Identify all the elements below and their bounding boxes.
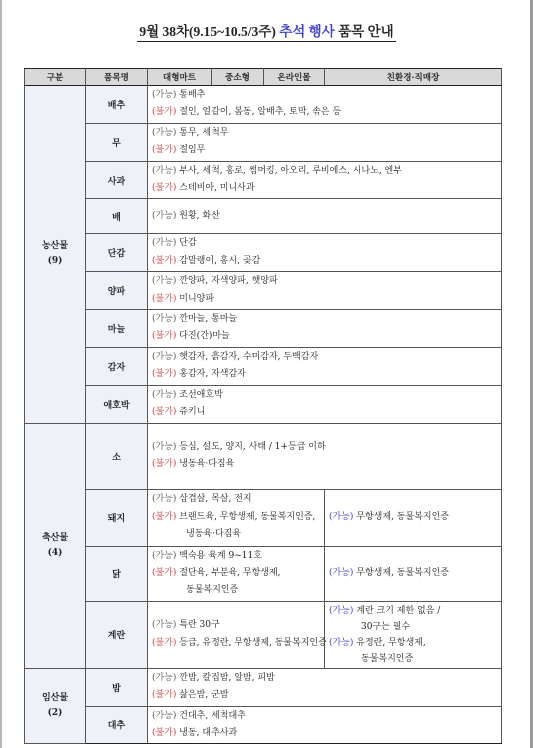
ok-text: 조선애호박 bbox=[179, 389, 223, 400]
item-name: 마늘 bbox=[86, 310, 148, 348]
right-ok-text-2-cont: 동물복지인증 bbox=[361, 653, 414, 664]
table-row bbox=[25, 123, 502, 161]
no-text: 미니양파 bbox=[179, 293, 215, 304]
item-desc bbox=[148, 601, 325, 668]
category-count: (2) bbox=[47, 708, 63, 719]
no-text: 감말랭이, 홍시, 곶감 bbox=[179, 255, 261, 266]
item-desc bbox=[148, 423, 502, 489]
table-row bbox=[25, 601, 502, 668]
table-row bbox=[25, 199, 502, 234]
table-header-row bbox=[25, 69, 502, 86]
no-label: (불가) bbox=[152, 727, 177, 738]
right-ok-text-cont: 30구는 필수 bbox=[361, 621, 411, 632]
ok-label: (가능) bbox=[329, 567, 354, 578]
ok-text: 깐양파, 자색양파, 햇양파 bbox=[179, 276, 278, 287]
category-cell bbox=[25, 86, 86, 424]
no-label: (불가) bbox=[152, 690, 177, 701]
title-highlight: 추석 행사 bbox=[279, 24, 335, 39]
table-row bbox=[25, 423, 502, 489]
no-text: 스테비아, 미니사과 bbox=[179, 183, 255, 194]
ok-label: (가능) bbox=[152, 90, 177, 100]
no-text: 절단육, 부분육, 무항생제, bbox=[179, 567, 281, 578]
ok-label: (가능) bbox=[329, 637, 354, 648]
right-ok-text: 계란 크기 제한 없음 / bbox=[356, 605, 441, 616]
ok-text: 통배추 bbox=[179, 90, 206, 100]
table-row bbox=[25, 546, 502, 601]
left-border bbox=[0, 0, 2, 748]
header-category: 구분 bbox=[25, 69, 86, 86]
no-text-cont: 냉동육·다짐육 bbox=[186, 529, 242, 540]
item-desc bbox=[148, 199, 502, 234]
header-online: 온라인몰 bbox=[264, 69, 325, 86]
ok-label: (가능) bbox=[152, 165, 177, 176]
ok-label: (가능) bbox=[152, 238, 177, 249]
item-table bbox=[24, 68, 502, 744]
category-count: (9) bbox=[47, 256, 63, 267]
ok-label: (가능) bbox=[152, 314, 177, 325]
ok-label: (가능) bbox=[152, 620, 177, 631]
no-text: 다진(간)마늘 bbox=[179, 331, 230, 342]
item-desc bbox=[148, 310, 502, 348]
right-ok-text: 무항생제, 동물복지인증 bbox=[356, 567, 449, 578]
category-count: (4) bbox=[47, 547, 63, 558]
item-name: 닭 bbox=[86, 546, 148, 601]
ok-text: 통무, 세척무 bbox=[179, 127, 229, 138]
title-suffix: 품목 안내 bbox=[338, 24, 394, 39]
no-label: (불가) bbox=[152, 255, 177, 266]
header-hypermarket: 대형마트 bbox=[148, 69, 212, 86]
no-label: (불가) bbox=[152, 567, 177, 578]
ok-text: 햇감자, 흙감자, 수미감자, 두백감자 bbox=[179, 351, 319, 362]
ok-label: (가능) bbox=[152, 550, 177, 561]
item-desc-right bbox=[325, 489, 502, 546]
category-name: 축산물 bbox=[41, 532, 69, 543]
ok-text: 삼겹살, 목살, 전지 bbox=[179, 494, 252, 505]
item-name: 무 bbox=[86, 123, 148, 161]
no-label: (불가) bbox=[152, 369, 177, 380]
ok-text: 단감 bbox=[179, 238, 197, 249]
no-text: 쥬키니 bbox=[179, 407, 206, 418]
ok-text: 등심, 설도, 양지, 사태 / 1+등급 이하 bbox=[179, 441, 326, 452]
item-desc bbox=[148, 234, 502, 272]
item-desc bbox=[148, 161, 502, 199]
no-text: 절인, 얼갈이, 봄동, 알배추, 토막, 솎은 등 bbox=[179, 107, 342, 118]
table-row bbox=[25, 161, 502, 199]
ok-label: (가능) bbox=[152, 389, 177, 400]
table-row bbox=[25, 272, 502, 310]
item-desc bbox=[148, 86, 502, 124]
no-text: 냉동, 대추사과 bbox=[179, 727, 238, 738]
category-cell bbox=[25, 423, 86, 668]
item-name: 계란 bbox=[86, 601, 148, 668]
right-ok-text-2: 유정란, 무항생제, bbox=[356, 637, 426, 648]
table-row bbox=[25, 310, 502, 348]
item-desc-right bbox=[325, 601, 502, 668]
item-name: 밤 bbox=[86, 668, 148, 706]
table-row bbox=[25, 234, 502, 272]
item-desc bbox=[148, 272, 502, 310]
item-name: 돼지 bbox=[86, 489, 148, 546]
category-name: 임산물 bbox=[41, 693, 69, 704]
header-small-medium: 중소형 bbox=[212, 69, 264, 86]
no-label: (불가) bbox=[152, 183, 177, 194]
item-name: 배 bbox=[86, 199, 148, 234]
no-label: (불가) bbox=[152, 407, 177, 418]
table-row bbox=[25, 86, 502, 124]
ok-label: (가능) bbox=[329, 605, 354, 616]
right-ok-text: 무항생제, 동물복지인증 bbox=[356, 511, 449, 522]
item-name: 대추 bbox=[86, 706, 148, 744]
ok-text: 건대추, 세척대추 bbox=[179, 710, 246, 721]
category-cell bbox=[25, 668, 86, 744]
ok-label: (가능) bbox=[152, 710, 177, 721]
ok-text: 깐마늘, 통마늘 bbox=[179, 314, 238, 325]
item-name: 배추 bbox=[86, 86, 148, 124]
ok-label: (가능) bbox=[152, 494, 177, 505]
no-text: 등급, 유정란, 무항생제, 동물복지인증 bbox=[179, 637, 327, 648]
table-row bbox=[25, 347, 502, 385]
no-label: (불가) bbox=[152, 293, 177, 304]
header-item: 품목명 bbox=[86, 69, 148, 86]
ok-label: (가능) bbox=[152, 210, 177, 221]
ok-text: 특란 30구 bbox=[179, 620, 220, 631]
ok-label: (가능) bbox=[152, 672, 177, 683]
table-row bbox=[25, 385, 502, 423]
no-text: 절임무 bbox=[179, 145, 206, 156]
table-row bbox=[25, 489, 502, 546]
no-label: (불가) bbox=[152, 107, 177, 118]
no-label: (불가) bbox=[152, 331, 177, 342]
item-desc bbox=[148, 546, 325, 601]
no-label: (불가) bbox=[152, 637, 177, 648]
ok-text: 원황, 화산 bbox=[179, 210, 220, 221]
item-name: 양파 bbox=[86, 272, 148, 310]
item-desc bbox=[148, 123, 502, 161]
item-desc bbox=[148, 706, 502, 744]
header-eco-direct: 친환경·직매장 bbox=[325, 69, 502, 86]
no-text-cont: 동물복지인증 bbox=[186, 585, 239, 596]
ok-label: (가능) bbox=[152, 351, 177, 362]
no-label: (불가) bbox=[152, 511, 177, 522]
item-desc bbox=[148, 489, 325, 546]
ok-text: 깐밤, 칼집밤, 알밤, 피밤 bbox=[179, 672, 275, 683]
ok-label: (가능) bbox=[152, 276, 177, 287]
item-name: 사과 bbox=[86, 161, 148, 199]
item-desc-right bbox=[325, 546, 502, 601]
page-title bbox=[0, 20, 533, 42]
item-desc bbox=[148, 347, 502, 385]
no-label: (불가) bbox=[152, 145, 177, 156]
no-label: (불가) bbox=[152, 459, 177, 469]
no-text: 홍감자, 자색감자 bbox=[179, 369, 246, 380]
table-row bbox=[25, 706, 502, 744]
ok-label: (가능) bbox=[152, 127, 177, 138]
ok-label: (가능) bbox=[329, 511, 354, 522]
table-row bbox=[25, 668, 502, 706]
item-name: 애호박 bbox=[86, 385, 148, 423]
no-text: 브랜드육, 무항생제, 동물복지인증, bbox=[179, 511, 316, 522]
no-text: 냉동육·다짐육 bbox=[179, 459, 235, 469]
title-prefix: 9월 38차(9.15~10.5/3주) bbox=[139, 24, 276, 39]
category-name: 농산물 bbox=[41, 241, 69, 252]
ok-text: 부사, 세척, 홍로, 썸머킹, 아오리, 루비에스, 시나노, 엔부 bbox=[179, 165, 402, 176]
item-desc bbox=[148, 668, 502, 706]
item-name: 소 bbox=[86, 423, 148, 489]
no-text: 삶은밤, 군밤 bbox=[179, 690, 229, 701]
ok-text: 백숙용 육계 9~11호 bbox=[179, 550, 262, 561]
ok-label: (가능) bbox=[152, 441, 177, 452]
item-name: 단감 bbox=[86, 234, 148, 272]
item-name: 감자 bbox=[86, 347, 148, 385]
item-desc bbox=[148, 385, 502, 423]
